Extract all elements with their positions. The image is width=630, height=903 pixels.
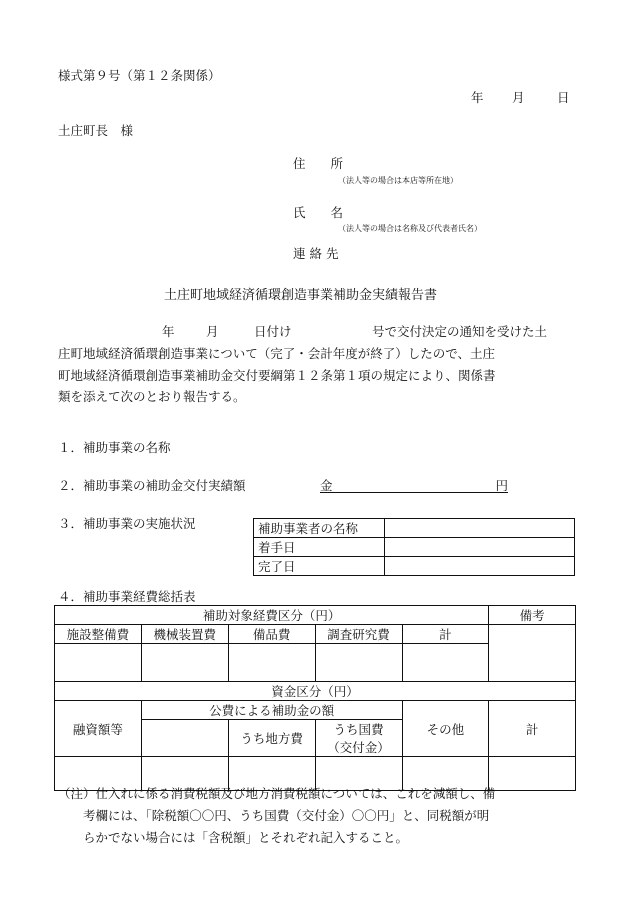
addressee: 土庄町長 様 — [58, 123, 134, 138]
date-year-label: 年 — [471, 90, 484, 105]
status-row-label: 着手日 — [254, 538, 385, 557]
body-year: 年 — [162, 324, 175, 339]
body-date: 日付け — [254, 324, 292, 339]
expense-column-header: 調査研究費 — [315, 625, 402, 644]
remarks-cell — [489, 625, 576, 682]
loan-header: 融資額等 — [55, 701, 142, 757]
document-title: 土庄町地域経済循環創造事業補助金実績報告書 — [164, 288, 438, 303]
note-line1: （注）仕入れに係る消費税額及び地方消費税額については、これを減額し、備 — [58, 786, 496, 801]
date-month-label: 月 — [512, 90, 525, 105]
expense-value-cell — [315, 644, 402, 682]
national-share-header — [315, 720, 402, 757]
note-line2: 考欄には、「除税額〇〇円、うち国費（交付金）〇〇円」と、同税額が明 — [83, 808, 490, 823]
item-1-label: １．補助事業の名称 — [58, 440, 171, 455]
expense-summary-table — [54, 605, 576, 791]
address-note: （法人等の場合は本店等所在地） — [338, 176, 458, 185]
name-note: （法人等の場合は名称及び代表者氏名） — [338, 224, 482, 233]
expense-value-cell — [402, 644, 489, 682]
note-line3: らかでない場合には「含税額」とそれぞれ記入すること。 — [83, 830, 409, 845]
funding-header: 資金区分（円） — [55, 682, 576, 701]
body-line3: 町地域経済循環創造事業補助金交付要綱第１２条第１項の規定により、関係書 — [58, 368, 496, 383]
status-row-label: 補助事業者の名称 — [254, 519, 385, 538]
funding-value-cell — [489, 757, 576, 791]
expense-column-header: 機械装置費 — [141, 625, 228, 644]
status-row-value — [385, 538, 575, 557]
public-subsidy-blank-cell — [141, 720, 228, 757]
public-subsidy-header: 公費による補助金の額 — [141, 701, 402, 720]
expense-column-header: 計 — [402, 625, 489, 644]
remarks-header: 備考 — [489, 606, 576, 625]
name-label: 氏 名 — [293, 205, 344, 220]
expense-value-cell — [141, 644, 228, 682]
item-4-label: ４．補助事業経費総括表 — [58, 589, 196, 604]
national-share-line2: （交付金） — [327, 740, 390, 755]
form-number: 様式第９号（第１２条関係） — [58, 68, 221, 83]
body-line4: 類を添えて次のとおり報告する。 — [58, 389, 246, 404]
national-share-line1: うち国費 — [333, 722, 384, 737]
body-line1-rest: 号で交付決定の通知を受けた土 — [372, 324, 548, 339]
item-3-label: ３．補助事業の実施状況 — [58, 516, 196, 531]
address-label: 住 所 — [293, 156, 344, 171]
amount-field — [320, 476, 508, 493]
local-share-header: うち地方費 — [228, 720, 315, 757]
body-month: 月 — [206, 324, 219, 339]
expense-value-cell — [228, 644, 315, 682]
status-row-label: 完了日 — [254, 557, 385, 576]
status-row-value — [385, 519, 575, 538]
contact-label: 連 絡 先 — [293, 246, 339, 261]
amount-suffix: 円 — [495, 478, 508, 493]
funding-total-header: 計 — [489, 701, 576, 757]
status-row-value — [385, 557, 575, 576]
item-2-label: ２．補助事業の補助金交付実績額 — [58, 478, 246, 493]
expense-header: 補助対象経費区分（円） — [55, 606, 489, 625]
status-table — [253, 518, 575, 576]
expense-column-header: 施設整備費 — [55, 625, 142, 644]
other-header: その他 — [402, 701, 489, 757]
body-line2: 庄町地域経済循環創造事業について（完了・会計年度が終了）したので、土庄 — [58, 346, 496, 361]
expense-value-cell — [55, 644, 142, 682]
amount-prefix: 金 — [320, 478, 333, 493]
expense-column-header: 備品費 — [228, 625, 315, 644]
date-day-label: 日 — [557, 90, 570, 105]
